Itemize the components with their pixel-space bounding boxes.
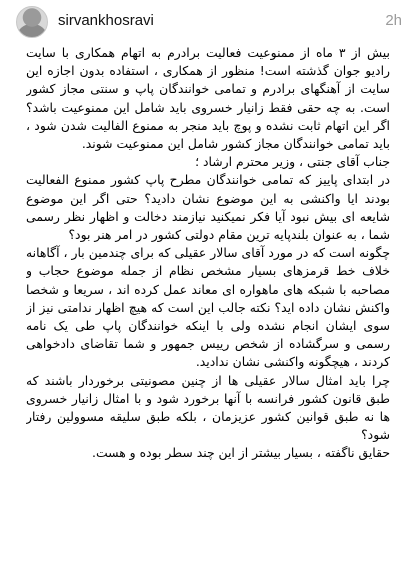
post-time: 2h xyxy=(385,12,402,29)
username-link[interactable]: sirvankhosravi xyxy=(58,12,154,29)
caption-paragraph-6: حقایق ناگفته ، بسیار بیشتر از این چند سطر بوده و هست. xyxy=(92,445,390,461)
post-header xyxy=(0,0,418,44)
caption-paragraph-1: بیش از ۳ ماه از ممنوعیت فعالیت برادرم به اتهام همکاری با سایت رادیو جوان گذشته است! منظور از همکاری ، استفاده بدون اجازه این سایت از آهنگهای برادرم و تمامی خوانندگان پاپ و سنتی مجاز کشور است. به چه حقی فقط زانیار خسروی باید شامل این ممنوعیت باشد؟ اگر این اتهام ثابت نشده و پوچ باید منجر به ممنوع الفالیت شدن شود ، باید تمامی خوانندگان مجاز کشور شامل این ممنوعیت شوند. xyxy=(26,45,390,152)
caption-paragraph-5: چرا باید امثال سالار عقیلی ها از چنین مصونیتی برخوردار باشند که طبق قانون کشور فرانسه با آنها برخورد شود و با امثال زانیار خسروی ها نه طبق قوانین کشور عزیزمان ، بلکه طبق سلیقه مسوولین رفتار شود؟ xyxy=(26,372,390,443)
post-caption xyxy=(26,44,390,584)
caption-paragraph-3: در ابتدای پاییز که تمامی خوانندگان مطرح پاپ کشور ممنوع الفعالیت بودند ایا واکنشی به این موضوع نشان دادید؟ حتی اگر این موضوع شایعه ای بیش نبود آیا فکر نمیکنید نیازمند دخالت و اظهار نظر رسمی شما ، به عنوان بلندپایه ترین مقام دولتی کشور در امر هنر بود؟ xyxy=(26,172,390,243)
user-avatar[interactable] xyxy=(16,6,48,38)
caption-paragraph-4: چگونه است که در مورد آقای سالار عقیلی که برای چندمین بار ، آگاهانه خلاف خط قرمزهای بسیار مشخص نظام از جمله موضوع حجاب و مصاحبه با شبکه های ماهواره ای معاند عمل کرده اند ، سریعا و شخصا واکنش نشان داده اید؟ نکته جالب این است که هیچ اظهار ندامتی نیز از سوی ایشان انجام نشده ولی با اینکه خوانندگان پاپ طی یک نامه رسمی و سرگشاده از شخص رییس جمهور و شما تقاضای دادخواهی کردند ، هیچگونه واکنشی نشان ندادید. xyxy=(26,245,390,370)
caption-paragraph-2: جناب آقای جنتی ، وزیر محترم ارشاد ؛ xyxy=(195,154,390,170)
